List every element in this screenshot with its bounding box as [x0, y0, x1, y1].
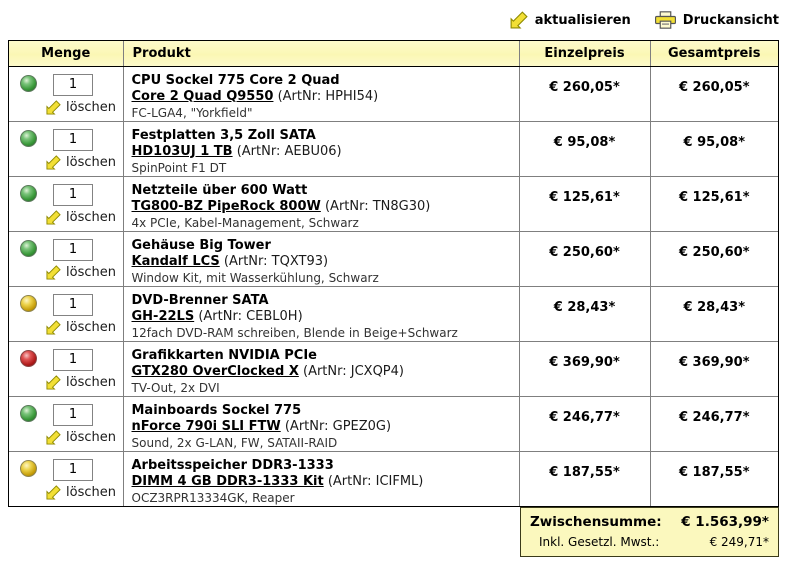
delete-label: löschen	[66, 484, 116, 500]
quantity-input[interactable]	[53, 239, 93, 261]
total-price: € 95,08*	[650, 121, 778, 176]
product-link[interactable]: Core 2 Quad Q9550	[131, 88, 274, 104]
delete-label: löschen	[66, 154, 116, 170]
total-price: € 250,60*	[650, 231, 778, 286]
product-artnr: (ArtNr: GPEZ0G)	[284, 418, 392, 434]
cart-row	[9, 396, 778, 451]
delete-link[interactable]	[46, 319, 116, 335]
total-price: € 187,55*	[650, 451, 778, 506]
product-category: Netzteile über 600 Watt	[131, 182, 308, 198]
refresh-arrow-icon	[510, 11, 528, 29]
availability-led-icon	[20, 75, 37, 92]
unit-price: € 28,43*	[519, 286, 650, 341]
product-description: SpinPoint F1 DT	[131, 160, 227, 175]
product-description: 12fach DVD-RAM schreiben, Blende in Beige+Schwarz	[131, 325, 458, 340]
delete-label: löschen	[66, 264, 116, 280]
unit-price: € 187,55*	[519, 451, 650, 506]
delete-label: löschen	[66, 319, 116, 335]
delete-arrow-icon	[46, 265, 61, 280]
cart-row	[9, 286, 778, 341]
availability-led-icon	[20, 460, 37, 477]
delete-arrow-icon	[46, 485, 61, 500]
cart-table-body	[9, 66, 778, 506]
product-category: Arbeitsspeicher DDR3-1333	[131, 457, 334, 473]
total-price: € 369,90*	[650, 341, 778, 396]
cart-row	[9, 66, 778, 121]
unit-price: € 369,90*	[519, 341, 650, 396]
delete-arrow-icon	[46, 375, 61, 390]
quantity-input[interactable]	[53, 294, 93, 316]
quantity-input[interactable]	[53, 129, 93, 151]
availability-led-icon	[20, 295, 37, 312]
header-row	[9, 41, 778, 66]
quantity-input[interactable]	[53, 74, 93, 96]
product-description: Sound, 2x G-LAN, FW, SATAII-RAID	[131, 435, 338, 450]
print-view-label: Druckansicht	[682, 12, 779, 28]
product-category: Mainboards Sockel 775	[131, 402, 302, 418]
delete-label: löschen	[66, 429, 116, 445]
availability-led-icon	[20, 405, 37, 422]
availability-led-icon	[20, 185, 37, 202]
product-link[interactable]: HD103UJ 1 TB	[131, 143, 233, 159]
delete-link[interactable]	[46, 484, 116, 500]
product-artnr: (ArtNr: HPHI54)	[277, 88, 379, 104]
availability-led-icon	[20, 130, 37, 147]
delete-link[interactable]	[46, 374, 116, 390]
toolbar	[0, 0, 787, 40]
quantity-input[interactable]	[53, 404, 93, 426]
delete-link[interactable]	[46, 264, 116, 280]
product-category: Gehäuse Big Tower	[131, 237, 271, 253]
total-price: € 260,05*	[650, 66, 778, 121]
unit-price: € 260,05*	[519, 66, 650, 121]
product-artnr: (ArtNr: JCXQP4)	[303, 363, 404, 379]
product-link[interactable]: Kandalf LCS	[131, 253, 220, 269]
print-view-link[interactable]	[655, 11, 779, 29]
cart-row	[9, 451, 778, 506]
printer-icon	[655, 11, 676, 29]
delete-arrow-icon	[46, 320, 61, 335]
unit-price: € 246,77*	[519, 396, 650, 451]
delete-label: löschen	[66, 209, 116, 225]
unit-price: € 125,61*	[519, 176, 650, 231]
quantity-input[interactable]	[53, 184, 93, 206]
product-artnr: (ArtNr: TN8G30)	[324, 198, 431, 214]
product-description: TV-Out, 2x DVI	[131, 380, 220, 395]
summary-box	[520, 507, 779, 557]
cart-row	[9, 176, 778, 231]
header-produkt: Produkt	[123, 41, 519, 66]
product-artnr: (ArtNr: TQXT93)	[223, 253, 329, 269]
delete-link[interactable]	[46, 209, 116, 225]
cart-table	[8, 40, 779, 507]
delete-label: löschen	[66, 374, 116, 390]
subtotal-label: Zwischensumme:	[530, 514, 662, 530]
quantity-input[interactable]	[53, 459, 93, 481]
product-link[interactable]: GTX280 OverClocked X	[131, 363, 299, 379]
product-description: FC-LGA4, "Yorkfield"	[131, 105, 253, 120]
unit-price: € 250,60*	[519, 231, 650, 286]
header-menge: Menge	[9, 41, 123, 66]
unit-price: € 95,08*	[519, 121, 650, 176]
refresh-link[interactable]	[510, 11, 631, 29]
product-artnr: (ArtNr: CEBL0H)	[198, 308, 303, 324]
cart-row	[9, 341, 778, 396]
product-link[interactable]: GH-22LS	[131, 308, 195, 324]
vat-label: Inkl. Gesetzl. Mwst.:	[539, 535, 660, 549]
product-artnr: (ArtNr: ICIFML)	[327, 473, 424, 489]
product-category: DVD-Brenner SATA	[131, 292, 269, 308]
delete-link[interactable]	[46, 99, 116, 115]
refresh-label: aktualisieren	[534, 12, 631, 28]
product-category: CPU Sockel 775 Core 2 Quad	[131, 72, 340, 88]
product-link[interactable]: DIMM 4 GB DDR3-1333 Kit	[131, 473, 324, 489]
delete-link[interactable]	[46, 154, 116, 170]
product-link[interactable]: TG800-BZ PipeRock 800W	[131, 198, 321, 214]
delete-arrow-icon	[46, 430, 61, 445]
availability-led-icon	[20, 350, 37, 367]
product-category: Grafikkarten NVIDIA PCIe	[131, 347, 317, 363]
product-category: Festplatten 3,5 Zoll SATA	[131, 127, 316, 143]
cart-row	[9, 121, 778, 176]
delete-label: löschen	[66, 99, 116, 115]
vat-value: € 249,71*	[709, 535, 769, 549]
product-description: 4x PCIe, Kabel-Management, Schwarz	[131, 215, 359, 230]
quantity-input[interactable]	[53, 349, 93, 371]
subtotal-value: € 1.563,99*	[681, 514, 769, 530]
cart-row	[9, 231, 778, 286]
total-price: € 246,77*	[650, 396, 778, 451]
product-artnr: (ArtNr: AEBU06)	[236, 143, 342, 159]
delete-arrow-icon	[46, 100, 61, 115]
product-description: OCZ3RPR13334GK, Reaper	[131, 490, 295, 505]
total-price: € 28,43*	[650, 286, 778, 341]
header-einzelpreis: Einzelpreis	[519, 41, 650, 66]
product-description: Window Kit, mit Wasserkühlung, Schwarz	[131, 270, 379, 285]
delete-arrow-icon	[46, 210, 61, 225]
total-price: € 125,61*	[650, 176, 778, 231]
availability-led-icon	[20, 240, 37, 257]
product-link[interactable]: nForce 790i SLI FTW	[131, 418, 281, 434]
delete-link[interactable]	[46, 429, 116, 445]
header-gesamtpreis: Gesamtpreis	[650, 41, 778, 66]
delete-arrow-icon	[46, 155, 61, 170]
